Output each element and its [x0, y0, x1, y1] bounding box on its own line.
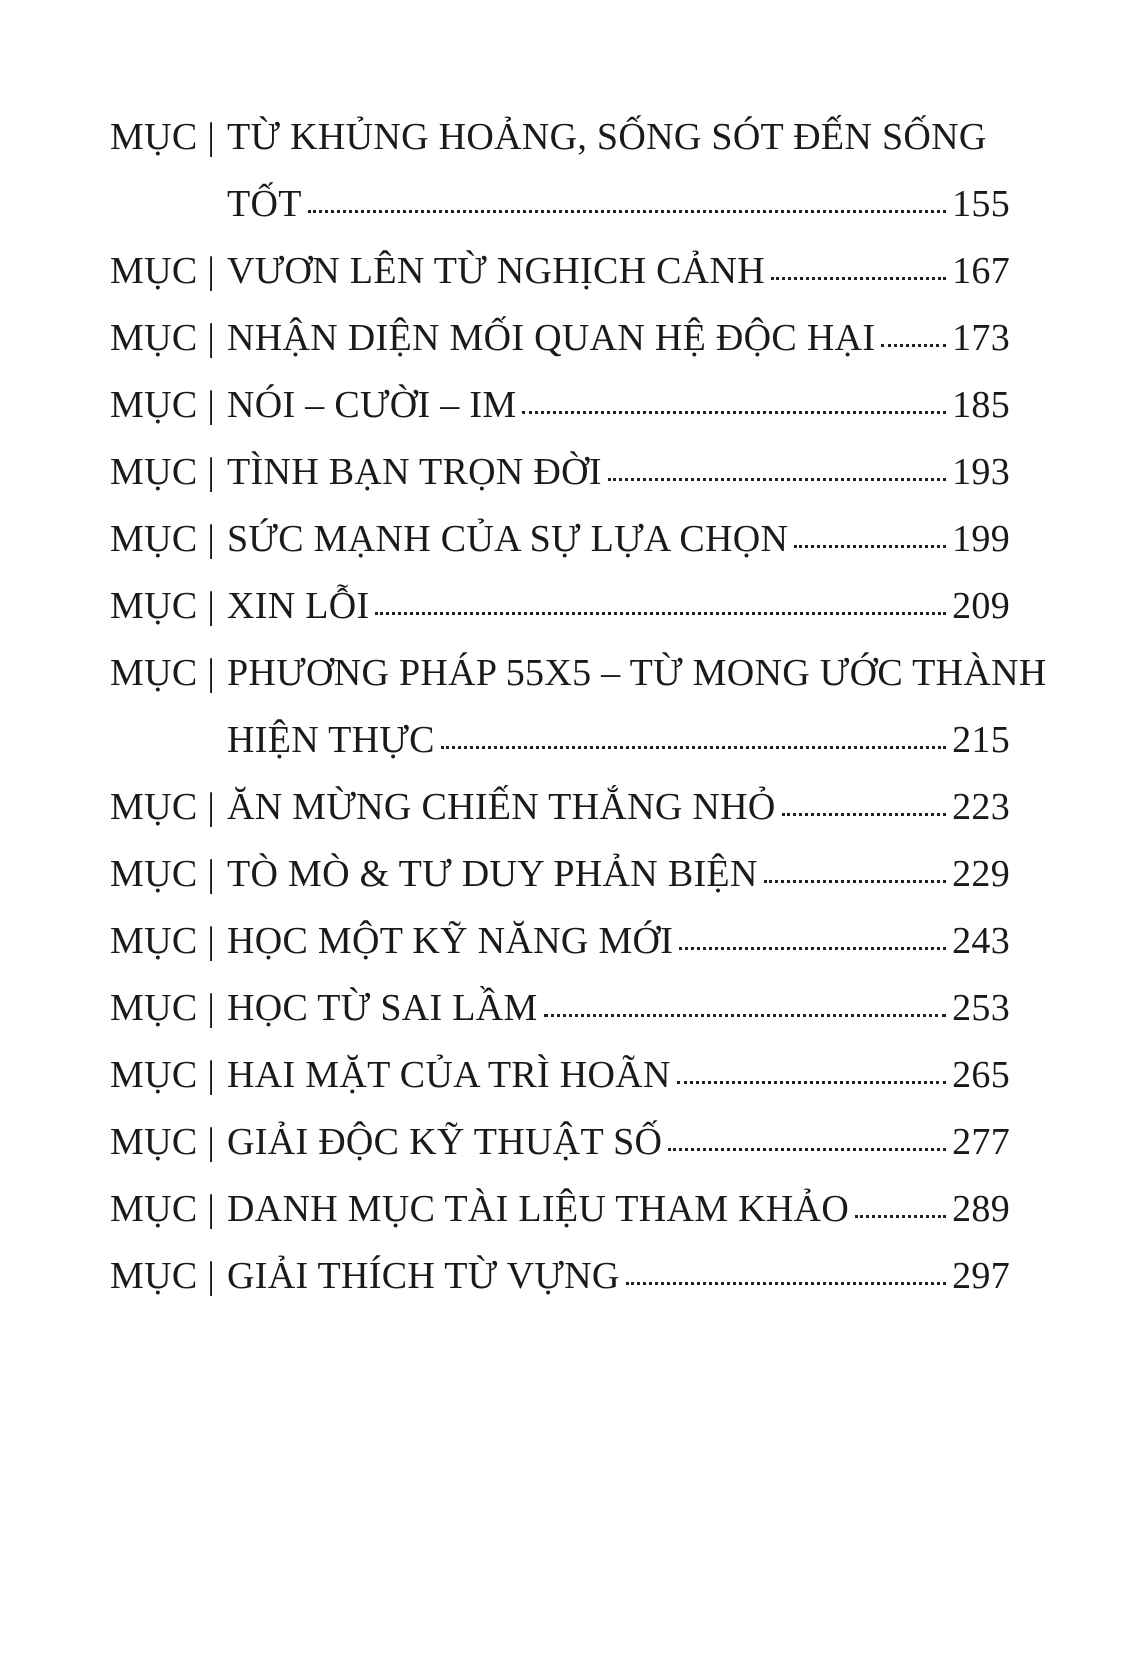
entry-page-number: 199 [952, 518, 1010, 560]
toc-entry [110, 1176, 1010, 1243]
entry-prefix: MỤC | [110, 1255, 216, 1297]
dot-leader [855, 1211, 946, 1218]
toc-entry [110, 1243, 1010, 1310]
entry-prefix: MỤC | [110, 585, 216, 627]
entry-title: HAI MẶT CỦA TRÌ HOÃN [227, 1054, 671, 1096]
entry-title: VƯƠN LÊN TỪ NGHỊCH CẢNH [227, 250, 766, 292]
table-of-contents [110, 104, 1047, 1310]
dot-leader [677, 1077, 946, 1084]
toc-entry [110, 975, 1010, 1042]
entry-page-number: 265 [952, 1054, 1010, 1096]
dot-leader [668, 1144, 946, 1151]
entry-page-number: 223 [952, 786, 1010, 828]
dot-leader [771, 273, 946, 280]
dot-leader [794, 541, 946, 548]
entry-page-number: 253 [952, 987, 1010, 1029]
dot-leader [522, 407, 946, 414]
dot-leader [626, 1278, 946, 1285]
dot-leader [441, 742, 946, 749]
entry-title: TÌNH BẠN TRỌN ĐỜI [227, 451, 602, 493]
entry-title: SỨC MẠNH CỦA SỰ LỰA CHỌN [227, 518, 789, 560]
dot-leader [375, 608, 946, 615]
dot-leader [544, 1010, 946, 1017]
entry-page-number: 167 [952, 250, 1010, 292]
toc-entry [110, 372, 1010, 439]
entry-page-number: 193 [952, 451, 1010, 493]
entry-prefix: MỤC | [110, 384, 216, 426]
toc-entry [110, 841, 1010, 908]
toc-entry [110, 640, 1047, 774]
entry-page-number: 277 [952, 1121, 1010, 1163]
toc-entry [110, 104, 1010, 238]
entry-title-continued: HIỆN THỰC [227, 719, 435, 761]
dot-leader [782, 809, 946, 816]
entry-page-number: 297 [952, 1255, 1010, 1297]
entry-title: TÒ MÒ & TƯ DUY PHẢN BIỆN [227, 853, 758, 895]
toc-entry [110, 1042, 1010, 1109]
entry-prefix: MỤC | [110, 1188, 216, 1230]
entry-title: HỌC MỘT KỸ NĂNG MỚI [227, 920, 674, 962]
entry-title: NÓI – CƯỜI – IM [227, 384, 517, 426]
entry-title-continued: TỐT [227, 183, 302, 225]
entry-title: PHƯƠNG PHÁP 55X5 – TỪ MONG ƯỚC THÀNH [227, 652, 1047, 694]
dot-leader [881, 340, 946, 347]
entry-page-number: 173 [952, 317, 1010, 359]
entry-prefix: MỤC | [110, 518, 216, 560]
entry-page-number: 215 [952, 719, 1010, 761]
entry-title: GIẢI THÍCH TỪ VỰNG [227, 1255, 620, 1297]
dot-leader [308, 206, 946, 213]
entry-page-number: 229 [952, 853, 1010, 895]
entry-title: GIẢI ĐỘC KỸ THUẬT SỐ [227, 1121, 663, 1163]
entry-title: HỌC TỪ SAI LẦM [227, 987, 538, 1029]
entry-prefix: MỤC | [110, 451, 216, 493]
entry-title: XIN LỖI [227, 585, 370, 627]
entry-prefix: MỤC | [110, 317, 216, 359]
entry-title: ĂN MỪNG CHIẾN THẮNG NHỎ [227, 786, 776, 828]
entry-prefix: MỤC | [110, 652, 216, 694]
dot-leader [679, 943, 946, 950]
toc-entry [110, 305, 1010, 372]
entry-title: NHẬN DIỆN MỐI QUAN HỆ ĐỘC HẠI [227, 317, 876, 359]
entry-page-number: 289 [952, 1188, 1010, 1230]
entry-page-number: 209 [952, 585, 1010, 627]
entry-title: TỪ KHỦNG HOẢNG, SỐNG SÓT ĐẾN SỐNG [227, 116, 987, 158]
toc-entry [110, 908, 1010, 975]
entry-page-number: 155 [952, 183, 1010, 225]
entry-prefix: MỤC | [110, 1121, 216, 1163]
toc-entry [110, 238, 1010, 305]
dot-leader [764, 876, 946, 883]
entry-prefix: MỤC | [110, 987, 216, 1029]
toc-entry [110, 439, 1010, 506]
toc-entry [110, 573, 1010, 640]
entry-prefix: MỤC | [110, 1054, 216, 1096]
entry-prefix: MỤC | [110, 786, 216, 828]
entry-prefix: MỤC | [110, 250, 216, 292]
toc-entry [110, 506, 1010, 573]
dot-leader [608, 474, 946, 481]
entry-page-number: 185 [952, 384, 1010, 426]
entry-page-number: 243 [952, 920, 1010, 962]
entry-prefix: MỤC | [110, 116, 216, 158]
entry-prefix: MỤC | [110, 853, 216, 895]
entry-prefix: MỤC | [110, 920, 216, 962]
toc-entry [110, 774, 1010, 841]
toc-entry [110, 1109, 1010, 1176]
entry-title: DANH MỤC TÀI LIỆU THAM KHẢO [227, 1188, 850, 1230]
